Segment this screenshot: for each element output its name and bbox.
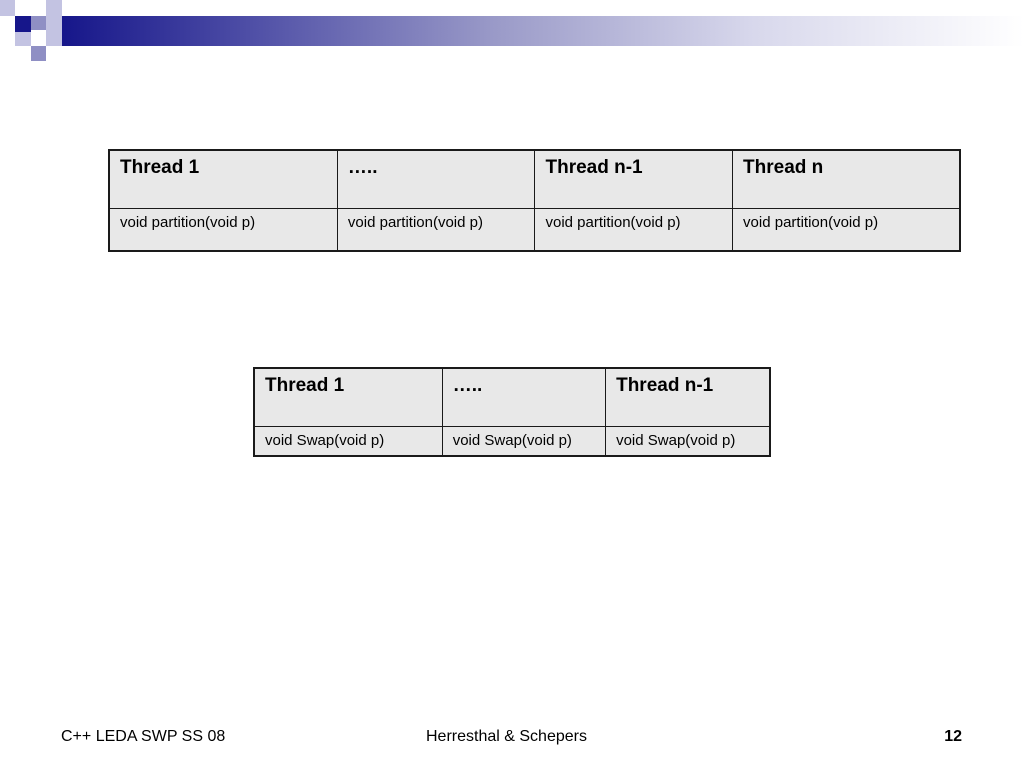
table-header-cell: ….. [337,150,535,208]
table-header-cell: Thread n-1 [606,368,770,426]
header-square-mid [31,46,46,61]
header-square-light [46,16,62,46]
table-header-cell: ….. [442,368,605,426]
table-header-cell: Thread n [733,150,960,208]
page-number: 12 [944,728,962,745]
table-header-row [109,150,960,208]
swap-threads-table [253,367,771,457]
header-gradient-bar [62,16,1024,46]
header-square-dark [15,16,31,32]
table-cell: void partition(void p) [337,208,535,251]
table-cell: void partition(void p) [733,208,960,251]
partition-threads-table [108,149,961,252]
table-row [109,208,960,251]
header-square-mid [31,16,46,30]
table-cell: void Swap(void p) [442,426,605,456]
header-decoration [0,0,1024,64]
table-row [254,426,770,456]
footer-course-label: C++ LEDA SWP SS 08 [61,728,226,745]
table-cell: void Swap(void p) [254,426,442,456]
table-header-cell: Thread 1 [109,150,337,208]
footer-authors: Herresthal & Schepers [426,728,587,745]
table-header-row [254,368,770,426]
table-header-cell: Thread n-1 [535,150,733,208]
header-square-light [15,32,31,46]
table-cell: void Swap(void p) [606,426,770,456]
table-header-cell: Thread 1 [254,368,442,426]
table-cell: void partition(void p) [535,208,733,251]
header-square-light [46,0,62,16]
table-cell: void partition(void p) [109,208,337,251]
header-square-light [0,0,15,16]
